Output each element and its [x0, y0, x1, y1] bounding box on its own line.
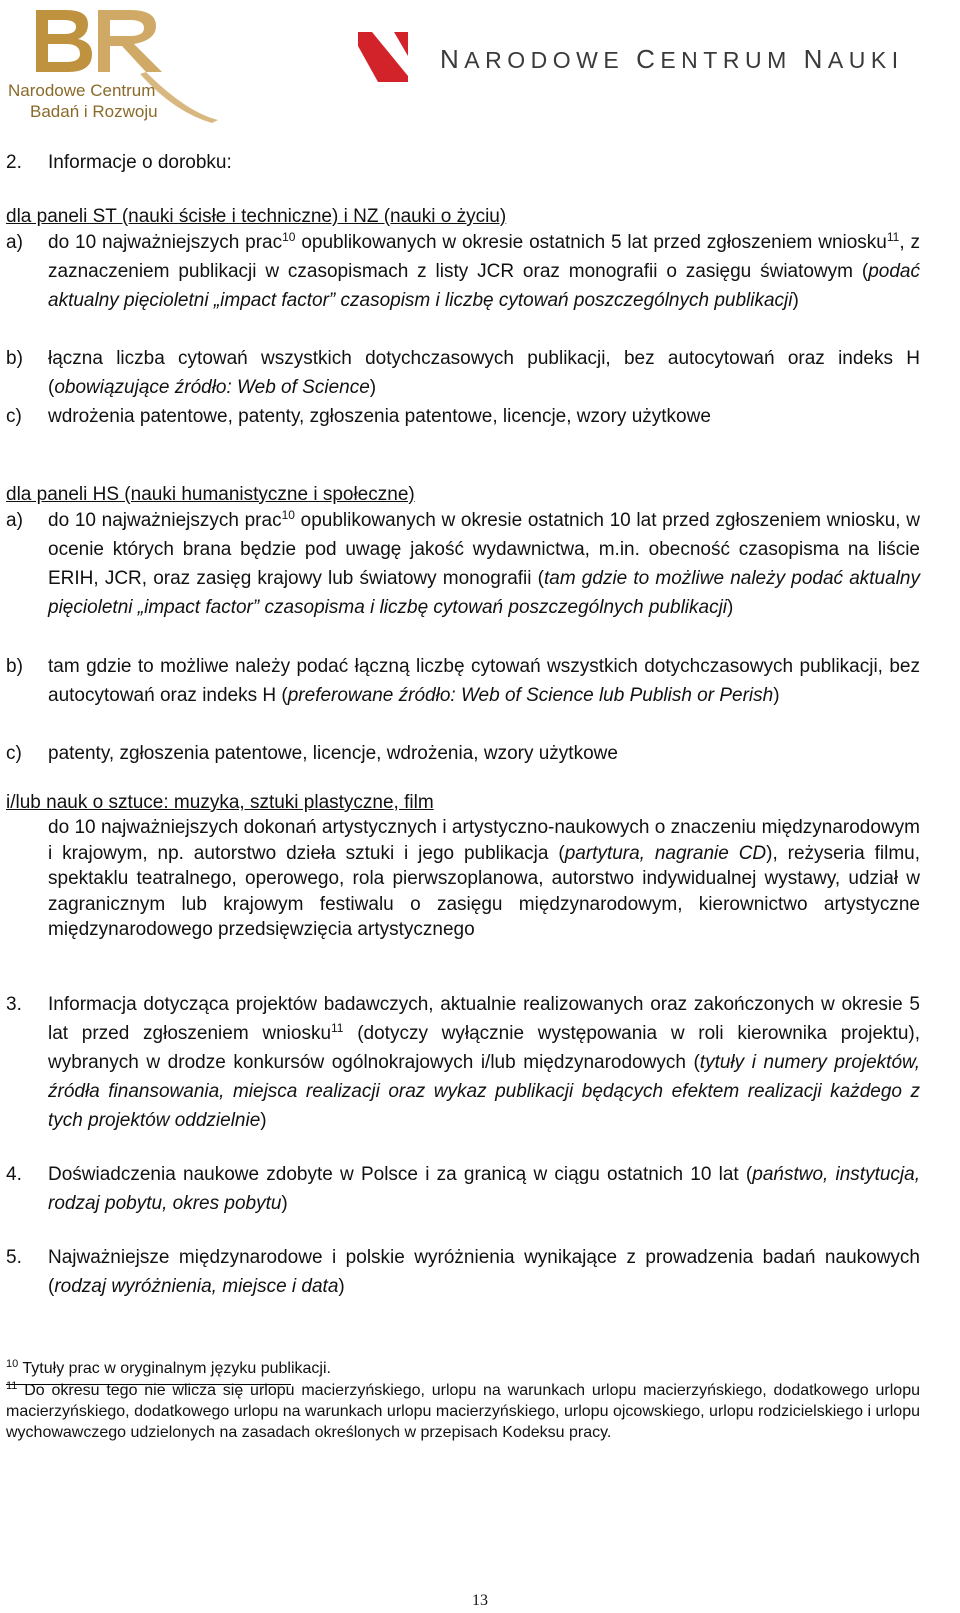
text-run: do 10 najważniejszych dokonań artystycznych i artystyczno-naukowych o znaczeniu międzynarodowym i krajowym, np. autorstwo dzieła sztuki i jego publikacja ( [48, 817, 920, 864]
section-3-number: 3. [6, 994, 22, 1015]
text-run: ) [281, 1193, 288, 1214]
footnote-text: Do okresu tego nie wlicza się urlopu macierzyńskiego, urlopu na warunkach urlopu macierzyńskiego, dodatkowego urlopu macierzyńskiego, dodatkowego urlopu na warunkach urlopu macierzyńskiego, urlopu ojcowskiego, urlopu rodzicielskiego i urlopu wychowawczego udzielonych na zasadach określonych w przepisach Kodeksu pracy. [6, 1382, 920, 1441]
italic-run: tam gdzie to możliwe należy podać aktualny pięcioletni „impact factor” czasopisma i liczbę cytowań poszczególnych publikacji [48, 568, 920, 618]
panel-hs-a-label: a) [6, 510, 23, 531]
panel-st-a-label: a) [6, 232, 23, 253]
ncn-letter: N [803, 44, 828, 74]
section-2-title: Informacje o dorobku: [48, 152, 232, 173]
footnote-ref: 11 [331, 1021, 344, 1035]
italic-run: obowiązujące źródło: Web of Science [54, 377, 370, 398]
ncn-letter: C [636, 44, 661, 74]
ncn-word-part: ENTRUM [660, 47, 804, 73]
arts-text [48, 815, 920, 943]
panel-st-c-text: wdrożenia patentowe, patenty, zgłoszenia patentowe, licencje, wzory użytkowe [48, 406, 711, 427]
panel-hs-heading: dla paneli HS (nauki humanistyczne i społeczne) [6, 484, 415, 505]
text-run: ) [369, 377, 377, 398]
panel-st-b-label: b) [6, 348, 23, 369]
text-run: ) [260, 1110, 267, 1131]
text-run: (dotyczy wyłącznie występowania w roli kierownika projektu), wybranych w drodze konkursów ogólnokrajowych i/lub międzynarodowych ( [48, 1023, 920, 1073]
panel-st-a-text [48, 228, 920, 315]
footnote-ref: 11 [886, 230, 900, 244]
panel-hs-b-text [48, 652, 920, 710]
text-run: ) [792, 290, 799, 311]
text-run: do 10 najważniejszych prac [48, 232, 283, 253]
panel-hs-a-text [48, 506, 920, 622]
italic-run: podać aktualny pięcioletni „impact factor” czasopism i liczbę cytowań poszczególnych publikacji [48, 261, 920, 311]
page-number: 13 [472, 1592, 488, 1609]
panel-hs-b-label: b) [6, 656, 23, 677]
footnote-ref: 10 [281, 508, 295, 522]
text-run: opublikowanych w okresie ostatnich 10 lat przed zgłoszeniem wniosku, w ocenie których brana będzie pod uwagę jakość wydawnictwa, m.in. obecność czasopisma na liście ERIH, JCR, oraz zasięg krajowy lub światowy monografii ( [48, 510, 920, 589]
text-run: ) [338, 1276, 345, 1297]
arts-heading: i/lub nauk o sztuce: muzyka, sztuki plastyczne, film [6, 792, 434, 813]
italic-run: rodzaj wyróżnienia, miejsce i data [54, 1276, 339, 1297]
text-run: łączna liczba cytowań wszystkich dotychczasowych publikacji, bez autocytowań oraz indeks H ( [48, 348, 920, 398]
text-run: , z zaznaczeniem publikacji w czasopismach z listy JCR oraz monografii o zasięgu światowym ( [48, 232, 920, 282]
text-run: ) [773, 685, 780, 706]
panel-st-c-label: c) [6, 406, 22, 427]
ncbr-logo [6, 2, 221, 124]
panel-hs-c-label: c) [6, 743, 22, 764]
text-run: tam gdzie to możliwe należy podać łączną liczbę cytowań wszystkich dotychczasowych publikacji, bez autocytowań oraz indeks H ( [48, 656, 920, 706]
panel-hs-c-text: patenty, zgłoszenia patentowe, licencje, wdrożenia, wzory użytkowe [48, 743, 618, 764]
italic-run: preferowane źródło: Web of Science lub Publish or Perish [287, 685, 774, 706]
panel-st-b-text [48, 344, 920, 402]
italic-run: partytura, nagranie CD [564, 842, 767, 864]
footnote-10 [6, 1358, 920, 1379]
ncn-word-part: ARODOWE [464, 47, 637, 73]
ncn-logo-icon [358, 32, 408, 82]
text-run: ) [727, 597, 734, 618]
ncn-logo-text [440, 44, 904, 75]
footnote-ref: 10 [282, 230, 296, 244]
footnote-text: Tytuły prac w oryginalnym języku publikacji. [18, 1360, 331, 1377]
ncbr-logo-mark-icon [6, 2, 221, 124]
text-run: do 10 najważniejszych prac [48, 510, 282, 531]
ncn-letter: N [440, 44, 465, 74]
section-4-number: 4. [6, 1164, 22, 1185]
footnote-mark: 10 [6, 1358, 19, 1370]
italic-run: tytuły i numery projektów, źródła finansowania, miejsca realizacji oraz wykaz publikacji będących efektem realizacji każdego z tych projektów oddzielnie [48, 1052, 920, 1131]
section-4-text [48, 1160, 920, 1218]
ncbr-logo-line2: Badań i Rozwoju [30, 102, 158, 121]
italic-run: państwo, instytucja, rodzaj pobytu, okres pobytu [48, 1164, 920, 1214]
text-run: Najważniejsze międzynarodowe i polskie wyróżnienia wynikające z prowadzenia badań naukowych ( [48, 1247, 920, 1297]
text-run: opublikowanych w okresie ostatnich 5 lat przed zgłoszeniem wniosku [295, 232, 887, 253]
section-5-text [48, 1243, 920, 1301]
ncbr-logo-line1: Narodowe Centrum [8, 81, 156, 100]
section-3-text [48, 990, 920, 1135]
footnote-11 [6, 1380, 920, 1443]
section-2-number: 2. [6, 152, 22, 173]
text-run: ), reżyseria filmu, spektaklu teatralnego, operowego, rola pierwszoplanowa, autorstwo indywidualnej wystawy, udział w zagranicznym lub krajowym festiwalu o zasięgu międzynarodowym, kierownictwo artystyczne międzynarodowego przedsięwzięcia artystycznego [48, 842, 920, 940]
footnote-mark: 11 [6, 1380, 18, 1392]
text-run: Informacja dotycząca projektów badawczych, aktualnie realizowanych oraz zakończonych w okresie 5 lat przed zgłoszeniem wniosku [48, 994, 920, 1044]
ncn-word-part: AUKI [827, 47, 904, 73]
text-run: Doświadczenia naukowe zdobyte w Polsce i za granicą w ciągu ostatnich 10 lat ( [48, 1164, 753, 1185]
section-5-number: 5. [6, 1247, 22, 1268]
panel-st-heading: dla paneli ST (nauki ścisłe i techniczne) i NZ (nauki o życiu) [6, 206, 507, 227]
